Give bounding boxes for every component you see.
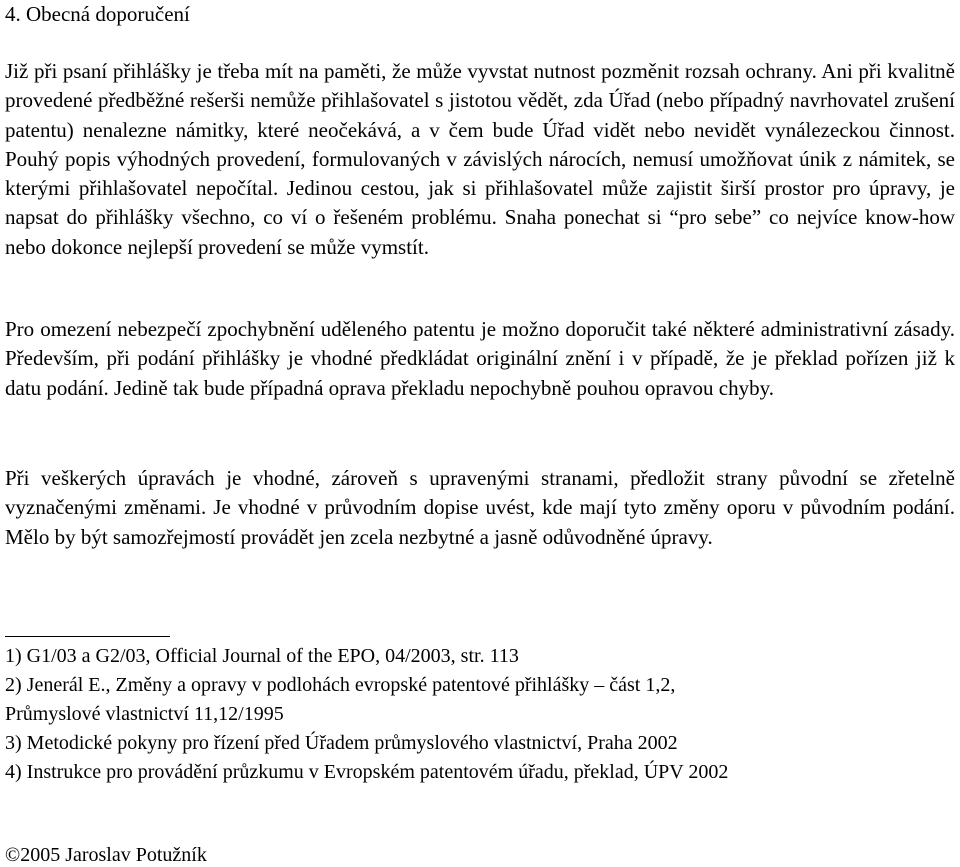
paragraph-1: Již při psaní přihlášky je třeba mít na paměti, že může vyvstat nutnost pozměnit rozsah ochrany. Ani při kvalitně provedené předběžné rešerši nemůže přihlašovatel s jistotou vědět, zda Úřad (nebo případný navrhovatel zrušení patentu) nenalezne námitky, které neočekává, a v čem bude Úřad vidět nebo nevidět vynálezeckou činnost. Pouhý popis výhodných provedení, formulovaných v závislých nárocích, nemusí umožňovat únik z námitek, se kterými přihlašovatel nepočítal. Jedinou cestou, jak si přihlašovatel může zajistit širší prostor pro úpravy, je napsat do přihlášky všechno, co ví o řešeném problému. Snaha ponechat si “pro sebe” co nejvíce know-how nebo dokonce nejlepší provedení se může vymstít. [5,59,955,259]
paragraph-2: Pro omezení nebezpečí zpochybnění uděleného patentu je možno doporučit také některé administrativní zásady. Především, při podání přihlášky je vhodné předkládat originální znění i v případě, že je překlad pořízen již k datu podání. Jedině tak bude případná oprava překladu nepochybně pouhou opravou chyby. [5,317,955,400]
footnote-4: 4) Instrukce pro provádění průzkumu v Evropském patentovém úřadu, překlad, ÚPV 2002 [5,761,729,783]
paragraph-3: Při veškerých úpravách je vhodné, zároveň s upravenými stranami, předložit strany původní se zřetelně vyznačenými změnami. Je vhodné v průvodním dopise uvést, kde mají tyto změny oporu v původním podání. Mělo by být samozřejmostí provádět jen zcela nezbytné a jasně odůvodněné úpravy. [5,466,955,549]
footnote-2-continued: Průmyslové vlastnictví 11,12/1995 [5,703,284,725]
copyright-notice: ©2005 Jaroslav Potužník [5,844,207,866]
section-heading: 4. Obecná doporučení [5,2,190,26]
document-page [5,0,955,866]
footnote-2: 2) Jenerál E., Změny a opravy v podlohách evropské patentové přihlášky – část 1,2, [5,674,676,696]
footnote-1: 1) G1/03 a G2/03, Official Journal of the EPO, 04/2003, str. 113 [5,645,519,667]
footnote-separator [5,636,170,637]
footnote-3: 3) Metodické pokyny pro řízení před Úřadem průmyslového vlastnictví, Praha 2002 [5,732,678,754]
footnotes [5,642,955,787]
